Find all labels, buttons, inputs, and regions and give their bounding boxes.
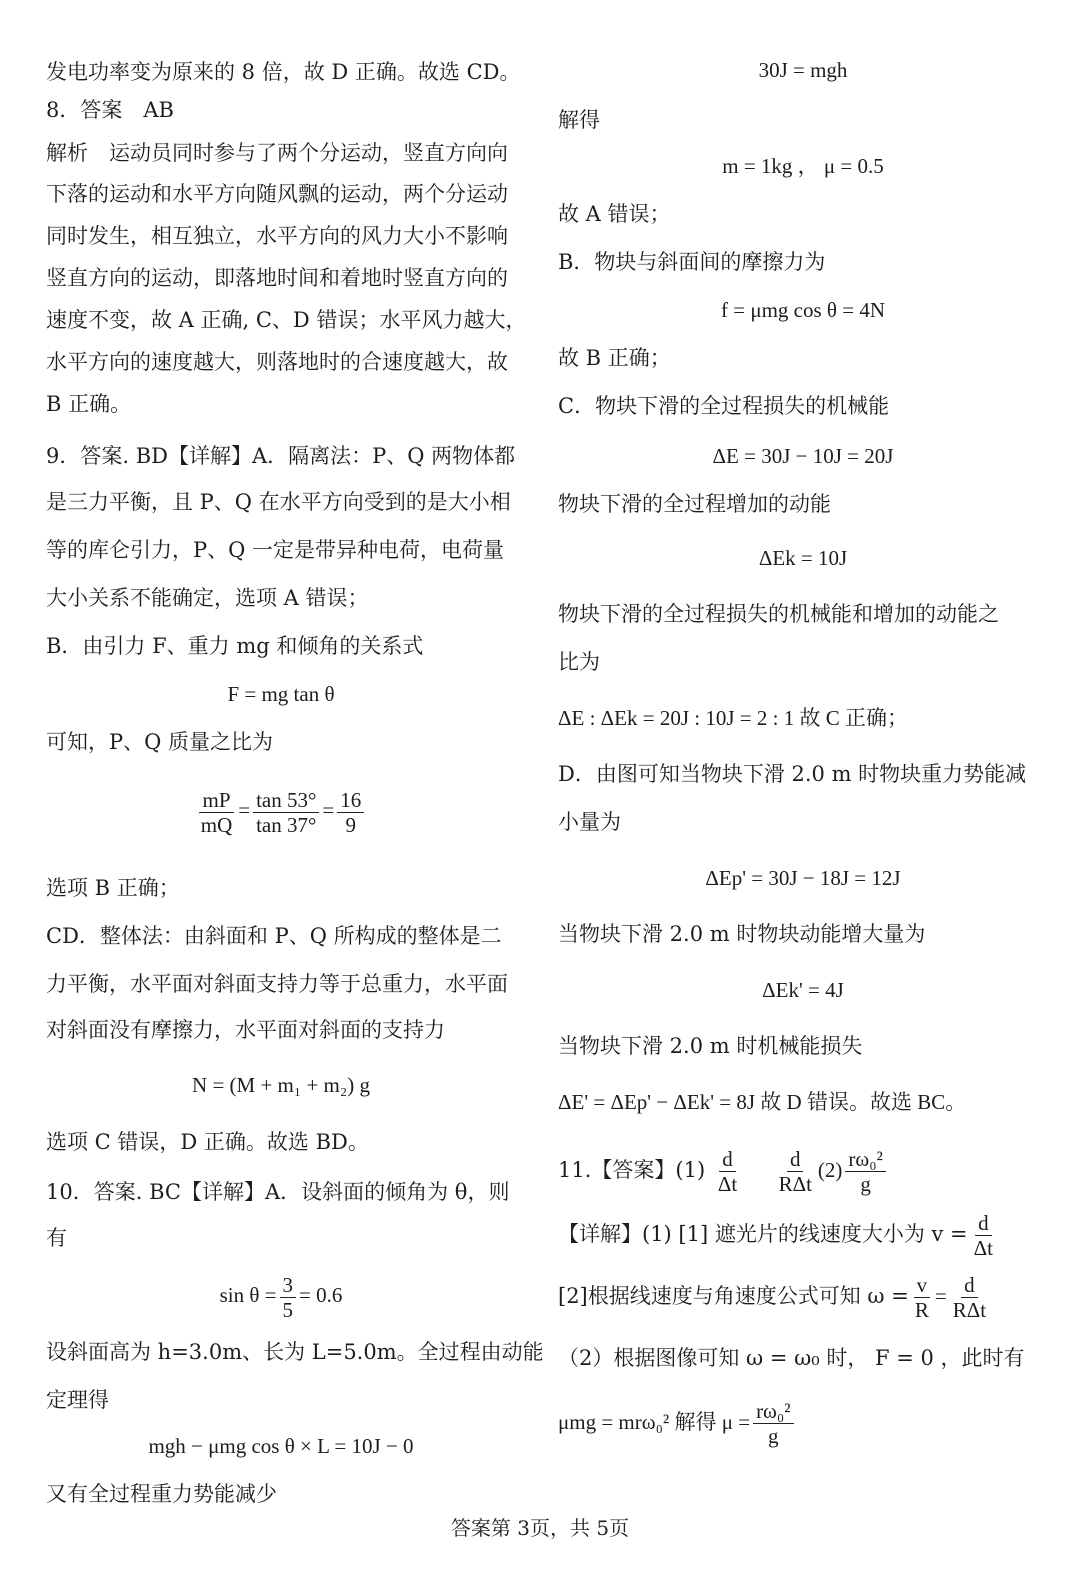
sine-equation: sin θ = $\frac{3}{5}$ = 0.6 xyxy=(219,1272,343,1322)
answer-8-heading: 8．答案 AB xyxy=(46,98,174,122)
fraction: $\frac{16}{9}$ xyxy=(337,788,364,837)
equation: ΔEk = 10J xyxy=(758,546,848,570)
answer-11-heading: 11.【答案】(1) $\frac{d}{\Delta t}$ $\frac{d}{\text{RΔt}}$ (2) $\frac{\text{rω₀²}}{g}$ xyxy=(558,1142,889,1198)
equation: mgh − μmg cos θ × L = 10J − 0 xyxy=(148,1434,414,1458)
text-line: 是三力平衡，且 P、Q 在水平方向受到的是大小相 xyxy=(46,490,511,514)
text-line: μmg = mrω₀² 解得 μ = $\frac{\text{rω₀²}}{g}$ xyxy=(558,1394,797,1450)
text-line: （2）根据图像可知 ω = ω₀ 时， F = 0 ，此时有 xyxy=(558,1346,1025,1370)
text-line: B．由引力 F、重力 mg 和倾角的关系式 xyxy=(46,634,424,658)
text-line: 有 xyxy=(46,1226,67,1250)
text-line: 解析 运动员同时参与了两个分运动，竖直方向向 xyxy=(46,141,508,165)
fraction: $\frac{\text{rω₀²}}{g}$ xyxy=(753,1399,793,1448)
text-line: 对斜面没有摩擦力，水平面对斜面的支持力 xyxy=(46,1018,445,1042)
text-line: C．物块下滑的全过程损失的机械能 xyxy=(558,394,890,418)
equation: F = mg tan θ xyxy=(227,682,335,706)
fraction: $\frac{d}{\text{RΔt}}$ xyxy=(952,1273,987,1322)
mass-ratio-equation: $\frac{mP}{mQ}$ = $\frac{\tan 53^\circ}{\tan 37^\circ}$ = $\frac{16}{9}$ xyxy=(46,785,516,837)
text-line: 比为 xyxy=(558,650,600,674)
text-line: 大小关系不能确定，选项 A 错误； xyxy=(46,586,369,610)
page-footer: 答案第 3页，共 5页 xyxy=(450,1516,630,1540)
fraction: $\frac{d}{\Delta t}$ xyxy=(717,1147,738,1196)
text-line: 设斜面高为 h=3.0m、长为 L=5.0m。全过程由动能 xyxy=(46,1340,544,1364)
fraction: $\frac{mP}{mQ}$ xyxy=(200,787,233,837)
equation: ΔE = 30J − 10J = 20J xyxy=(712,444,894,468)
text-line: 小量为 xyxy=(558,810,621,834)
fraction: $\frac{\tan 53^\circ}{\tan 37^\circ}$ xyxy=(253,788,319,837)
text-line: 又有全过程重力势能减少 xyxy=(46,1482,277,1506)
equation: f = μmg cos θ = 4N xyxy=(721,298,885,322)
text-line: CD．整体法：由斜面和 P、Q 所构成的整体是二 xyxy=(46,924,502,948)
text-line: 选项 C 错误，D 正确。故选 BD。 xyxy=(46,1130,369,1154)
equation: ΔEp' = 30J − 18J = 12J xyxy=(705,866,901,890)
text-line: 物块下滑的全过程增加的动能 xyxy=(558,492,831,516)
text-line: 竖直方向的运动，即落地时间和着地时竖直方向的 xyxy=(46,266,508,290)
text-line: 水平方向的速度越大，则落地时的合速度越大，故 xyxy=(46,350,508,374)
text-line: B 正确。 xyxy=(46,392,132,416)
fraction: $\frac{\text{rω₀²}}{g}$ xyxy=(845,1147,885,1196)
text-line: 发电功率变为原来的 8 倍，故 D 正确。故选 CD。 xyxy=(46,60,521,84)
answer-10-heading: 10．答案. BC【详解】A．设斜面的倾角为 θ，则 xyxy=(46,1180,510,1204)
text-line: 可知，P、Q 质量之比为 xyxy=(46,730,274,754)
equation: N = (M + m₁ + m₂) g xyxy=(192,1073,370,1097)
fraction: $\frac{d}{\Delta t}$ xyxy=(973,1211,993,1260)
text-line: 故 B 正确； xyxy=(558,346,671,370)
text-line: 定理得 xyxy=(46,1388,109,1412)
fraction: $\frac{v}{R}$ xyxy=(914,1273,929,1322)
equation: ΔE' = ΔEp' − ΔEk' = 8J 故 D 错误。故选 BC。 xyxy=(558,1090,967,1114)
text-line: 当物块下滑 2.0 m 时机械能损失 xyxy=(558,1034,863,1058)
equation: 30J = mgh xyxy=(758,58,848,82)
text-line: 选项 B 正确； xyxy=(46,876,180,900)
fraction: $\frac{d}{\text{RΔt}}$ xyxy=(778,1147,812,1196)
text-line: 【详解】(1) [1] 遮光片的线速度大小为 v = $\frac{d}{\Delta t}$ xyxy=(558,1206,999,1262)
text-line: B．物块与斜面间的摩擦力为 xyxy=(558,250,826,274)
equation: ΔE : ΔEk = 20J : 10J = 2 : 1 故 C 正确； xyxy=(558,706,908,730)
text-line: 速度不变，故 A 正确, C、D 错误；水平风力越大， xyxy=(46,308,527,332)
text-line: 力平衡，水平面对斜面支持力等于总重力，水平面 xyxy=(46,972,508,996)
text-line: 等的库仑引力，P、Q 一定是带异种电荷，电荷量 xyxy=(46,538,505,562)
text-line: 物块下滑的全过程损失的机械能和增加的动能之 xyxy=(558,602,999,626)
fraction: $\frac{3}{5}$ xyxy=(280,1273,297,1322)
text-line: 故 A 错误； xyxy=(558,202,671,226)
text-line: D．由图可知当物块下滑 2.0 m 时物块重力势能减 xyxy=(558,762,1027,786)
text-line: [2]根据线速度与角速度公式可知 ω = $\frac{v}{R}$ = $\frac{d}{\text{RΔt}}$ xyxy=(558,1268,992,1324)
text-line: 下落的运动和水平方向随风飘的运动，两个分运动 xyxy=(46,182,508,206)
text-line: 解得 xyxy=(558,108,600,132)
answer-9-heading: 9．答案. BD【详解】A．隔离法：P、Q 两物体都 xyxy=(46,444,516,468)
equation: m = 1kg ， μ = 0.5 xyxy=(722,154,884,178)
equation: ΔEk' = 4J xyxy=(762,978,844,1002)
text-line: 同时发生，相互独立，水平方向的风力大小不影响 xyxy=(46,224,508,248)
text-line: 当物块下滑 2.0 m 时物块动能增大量为 xyxy=(558,922,926,946)
